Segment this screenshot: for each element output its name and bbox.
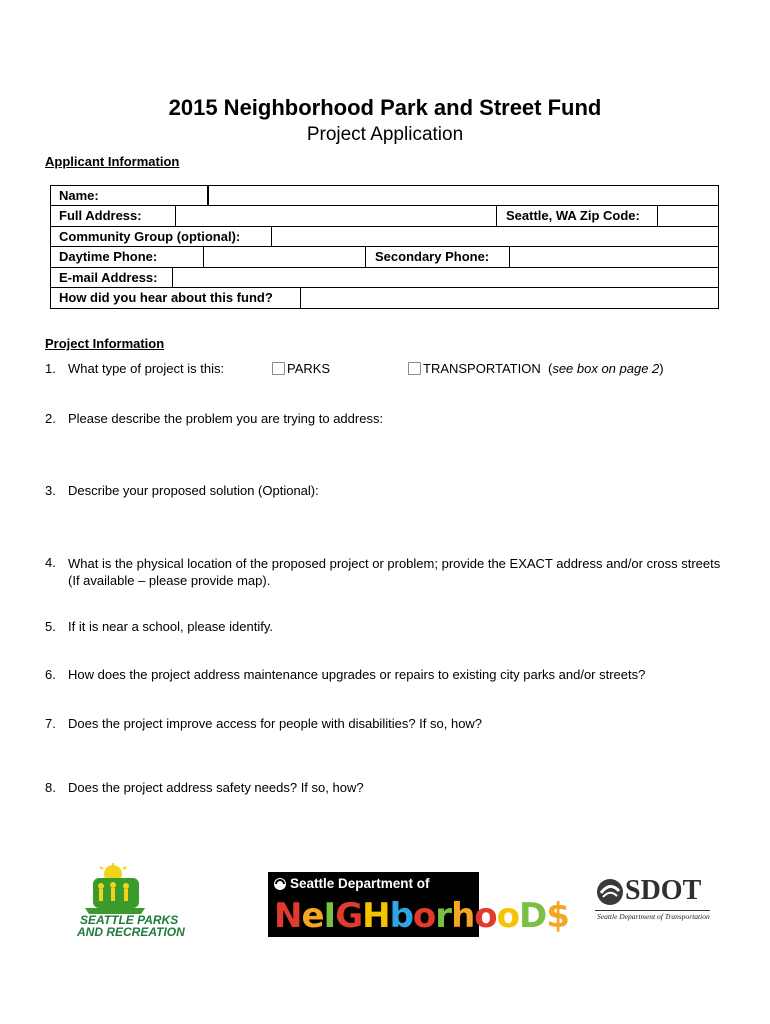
question-text: What is the physical location of the proposed project or problem; provide the EXACT address and/or cross streets (If available – please provide map). — [68, 556, 721, 588]
question-number: 2. — [45, 411, 56, 426]
transportation-label: TRANSPORTATION — [423, 361, 541, 376]
question-text: Please describe the problem you are trying to address: — [68, 411, 384, 426]
transportation-note: see box on page 2 — [552, 361, 660, 376]
daytime-phone-field[interactable] — [203, 247, 366, 266]
question-5 — [45, 619, 273, 634]
full-address-field[interactable] — [175, 206, 497, 225]
sdot-subtitle: Seattle Department of Transportation — [597, 912, 710, 921]
page-title: 2015 Neighborhood Park and Street Fund — [168, 95, 602, 120]
question-6 — [45, 667, 645, 682]
transportation-note-close: ) — [659, 361, 664, 376]
question-3 — [45, 483, 319, 498]
neighborhoods-word: NeIGHborhooD$ — [274, 896, 569, 936]
question-number: 8. — [45, 780, 56, 795]
hear-field[interactable] — [300, 288, 718, 308]
seattle-parks-logo-graphic — [75, 864, 185, 939]
question-1 — [45, 361, 224, 376]
question-number: 5. — [45, 619, 56, 634]
phone-row — [51, 247, 718, 267]
name-field[interactable] — [208, 186, 718, 205]
question-7 — [45, 716, 482, 731]
applicant-info-table — [50, 185, 719, 309]
question-2 — [45, 411, 383, 426]
email-field[interactable] — [172, 268, 718, 287]
question-number: 4. — [45, 555, 56, 570]
transportation-note-open: ( — [547, 361, 553, 376]
svg-text:SEATTLE PARKS: SEATTLE PARKS — [80, 913, 179, 927]
svg-text:AND RECREATION: AND RECREATION — [77, 925, 185, 939]
question-text: If it is near a school, please identify. — [68, 619, 273, 634]
department-of-neighborhoods-logo — [268, 872, 569, 937]
email-label: E-mail Address: — [59, 269, 158, 285]
question-text: What type of project is this: — [68, 361, 225, 376]
neighborhoods-emblem-icon — [273, 877, 287, 891]
applicant-info-heading: Applicant Information — [45, 154, 180, 169]
parks-label: PARKS — [287, 361, 331, 376]
full-address-label: Full Address: — [59, 208, 142, 224]
sdot-emblem-icon — [595, 877, 625, 907]
option-parks[interactable] — [272, 361, 330, 376]
name-label: Name: — [59, 188, 99, 203]
question-number: 3. — [45, 483, 56, 498]
zip-field[interactable] — [657, 206, 718, 225]
question-number: 7. — [45, 716, 56, 731]
community-group-row — [51, 227, 718, 247]
sdot-divider — [595, 910, 710, 911]
daytime-phone-label: Daytime Phone: — [59, 249, 158, 265]
secondary-phone-field[interactable] — [509, 247, 718, 266]
question-text: Does the project address safety needs? If so, how? — [68, 780, 364, 795]
question-text: How does the project address maintenance upgrades or repairs to existing city parks and/or streets? — [68, 667, 646, 682]
question-text: Does the project improve access for people with disabilities? If so, how? — [68, 716, 483, 731]
full-address-row — [51, 206, 718, 226]
zip-label: Seattle, WA Zip Code: — [506, 208, 640, 224]
transportation-checkbox[interactable] — [408, 362, 421, 375]
secondary-phone-label: Secondary Phone: — [375, 249, 490, 265]
question-4 — [45, 555, 728, 589]
email-row — [51, 268, 718, 288]
parks-checkbox[interactable] — [272, 362, 285, 375]
sdot-wordmark: SDOT — [625, 875, 702, 906]
hear-row — [51, 288, 718, 308]
question-8 — [45, 780, 364, 795]
sdot-logo — [595, 875, 715, 925]
page-subtitle: Project Application — [306, 124, 464, 145]
seattle-parks-logo — [75, 864, 185, 939]
question-number: 1. — [45, 361, 56, 376]
hear-label: How did you hear about this fund? — [59, 289, 273, 305]
neighborhoods-dept-text: Seattle Department of — [290, 876, 430, 891]
question-text: Describe your proposed solution (Optional): — [68, 483, 319, 498]
question-number: 6. — [45, 667, 56, 682]
project-info-heading: Project Information — [45, 336, 165, 351]
community-group-label: Community Group (optional): — [59, 228, 241, 244]
name-row — [51, 186, 718, 206]
option-transportation[interactable] — [408, 361, 664, 376]
community-group-field[interactable] — [271, 227, 718, 246]
